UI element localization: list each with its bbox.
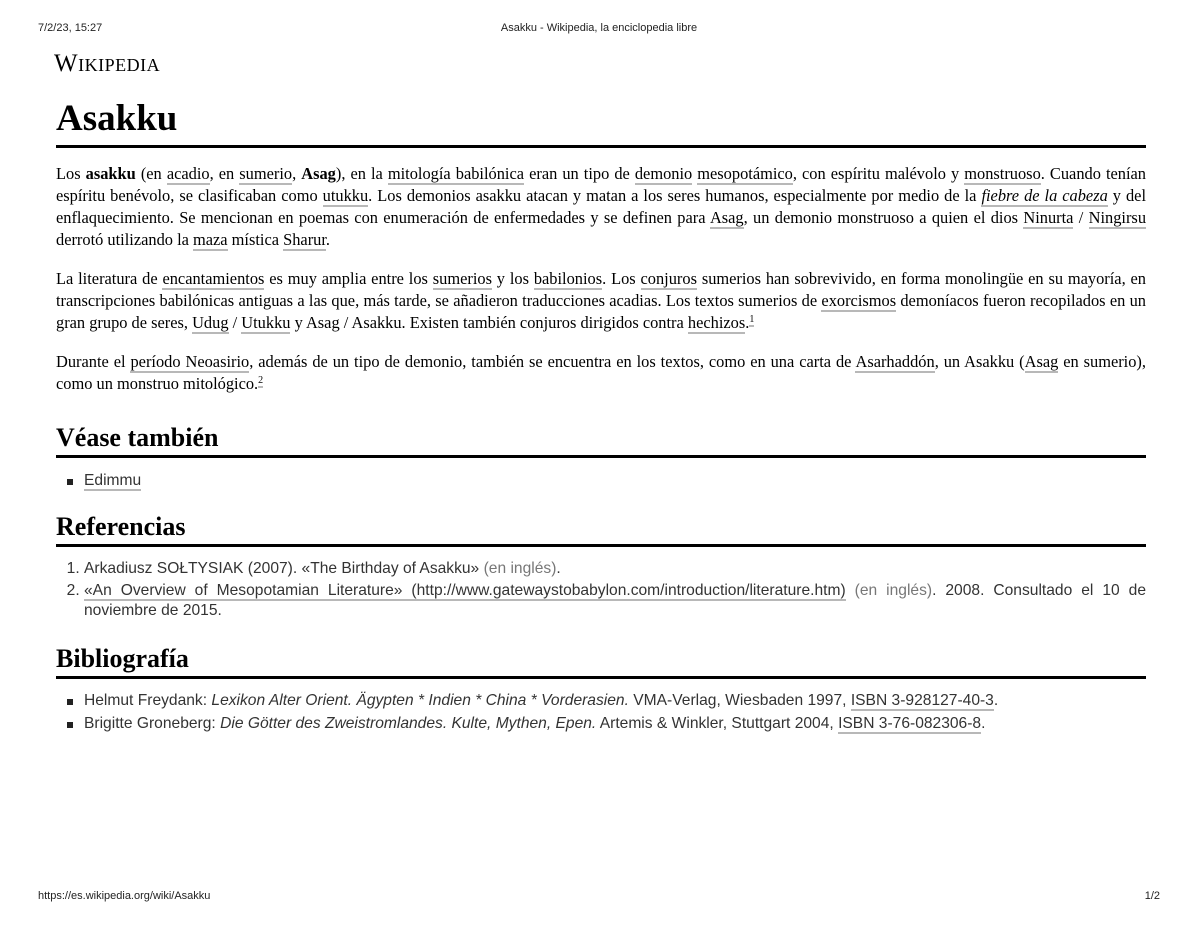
link-babilonios[interactable]: babilonios [533,269,603,288]
list-item: Brigitte Groneberg: Die Götter des Zweistromlandes. Kulte, Mythen, Epen. Artemis & Winkler, Stuttgart 2004, ISBN 3-76-082306-8. [84,714,1146,734]
link-asag[interactable]: Asag [709,208,744,227]
print-page-title: Asakku - Wikipedia, la enciclopedia libre [500,22,698,34]
link-monstruoso[interactable]: monstruoso [964,164,1041,183]
intro-paragraph: Los asakku (en acadio, en sumerio, Asag), en la mitología babilónica eran un tipo de demonio mesopotámico, con espíritu malévolo y monstruoso. Cuando tenían espíritu benévolo, se clasificaban como utukku. Los demonios asakku atacan y matan a los seres humanos, especialmente por medio de la fiebre de la cabeza y del enflaquecimiento. Se mencionan en poemas con enumeración de enfermedades y se definen para Asag, un demonio monstruoso a quien el dios Ninurta / Ningirsu derrotó utilizando la maza mística Sharur. [56,164,1147,249]
link-utukku[interactable]: utukku [322,186,369,205]
link-udug[interactable]: Udug [192,313,229,332]
link-edimmu[interactable]: Edimmu [84,472,142,489]
reference-item-1: 1. Arkadiusz SOŁTYSIAK (2007). «The Birthday of Asakku» (en inglés). [84,559,1146,579]
link-maza[interactable]: maza [193,230,228,249]
reference-item-2: 2. «An Overview of Mesopotamian Literature» (http://www.gatewaystobabylon.com/introduction/literature.htm) (en inglés). 2008. Consultado el 10 de noviembre de 2015. [84,581,1146,621]
reference-2-link[interactable]: 2 [258,374,264,386]
link-periodo-neoasirio[interactable]: período Neoasirio [130,352,250,371]
bibliography-list [56,691,1146,734]
link-fiebre-de-la-cabeza[interactable]: fiebre de la cabeza [981,186,1108,205]
link-sumerios[interactable]: sumerios [432,269,492,288]
link-asag-2[interactable]: Asag [1024,352,1059,371]
article [56,48,1146,734]
list-item: Helmut Freydank: Lexikon Alter Orient. Ägypten * Indien * China * Vorderasien. VMA-Verlag, Wiesbaden 1997, ISBN 3-928127-40-3. [84,691,1146,711]
references-list [56,559,1146,621]
page-title: Asakku [56,97,1146,148]
reference-1-link[interactable]: 1 [749,313,755,325]
link-overview-mesopotamian-literature[interactable]: «An Overview of Mesopotamian Literature» (http://www.gatewaystobabylon.com/introduction/literature.htm) [84,582,846,599]
link-ninurta[interactable]: Ninurta [1023,208,1074,227]
see-also-list [56,471,1146,491]
link-mesopotamico[interactable]: mesopotámico [697,164,793,183]
link-exorcismos[interactable]: exorcismos [821,291,897,310]
print-url: https://es.wikipedia.org/wiki/Asakku [38,890,211,902]
link-hechizos[interactable]: hechizos [687,313,746,332]
section-heading-see-also: Véase también [56,422,1146,458]
print-footer [38,890,1160,906]
print-page-number: 1/2 [1144,890,1160,902]
link-demonio[interactable]: demonio [634,164,693,183]
link-ningirsu[interactable]: Ningirsu [1088,208,1147,227]
literature-paragraph: La literatura de encantamientos es muy amplia entre los sumerios y los babilonios. Los conjuros sumerios han sobrevivido, en forma monolingüe en su mayoría, en transcripciones babilónicas antiguas a las que, más tarde, se añadieron traducciones acadias. Los textos sumerios de exorcismos demoníacos fueron recopilados en un gran grupo de seres, Udug / Utukku y Asag / Asakku. Existen también conjuros dirigidos contra hechizos.$^1$ [56,269,1146,332]
link-encantamientos[interactable]: encantamientos [162,269,265,288]
print-date: 7/2/23, 15:27 [38,22,103,34]
link-mitologia-babilonica[interactable]: mitología babilónica [387,164,525,183]
neoassyrian-paragraph: Durante el período Neoasirio, además de un tipo de demonio, también se encuentra en los textos, como en una carta de Asarhaddón, un Asakku (Asag en sumerio), como un monstruo mitológico.$^2$ [56,352,1146,393]
isbn-link-1[interactable]: ISBN 3-928127-40-3 [850,692,994,709]
link-sumerio[interactable]: sumerio [239,164,293,183]
link-sharur[interactable]: Sharur [283,230,326,249]
isbn-link-2[interactable]: ISBN 3-76-082306-8 [838,715,982,732]
section-heading-bibliography: Bibliografía [56,643,1146,679]
link-conjuros[interactable]: conjuros [640,269,697,288]
link-asarhaddon[interactable]: Asarhaddón [855,352,935,371]
print-header [38,22,1160,38]
section-heading-references: Referencias [56,511,1146,547]
link-acadio[interactable]: acadio [166,164,210,183]
list-item [84,471,1146,491]
link-utukku-2[interactable]: Utukku [241,313,291,332]
wikipedia-logo[interactable]: Wikipedia [54,50,161,77]
